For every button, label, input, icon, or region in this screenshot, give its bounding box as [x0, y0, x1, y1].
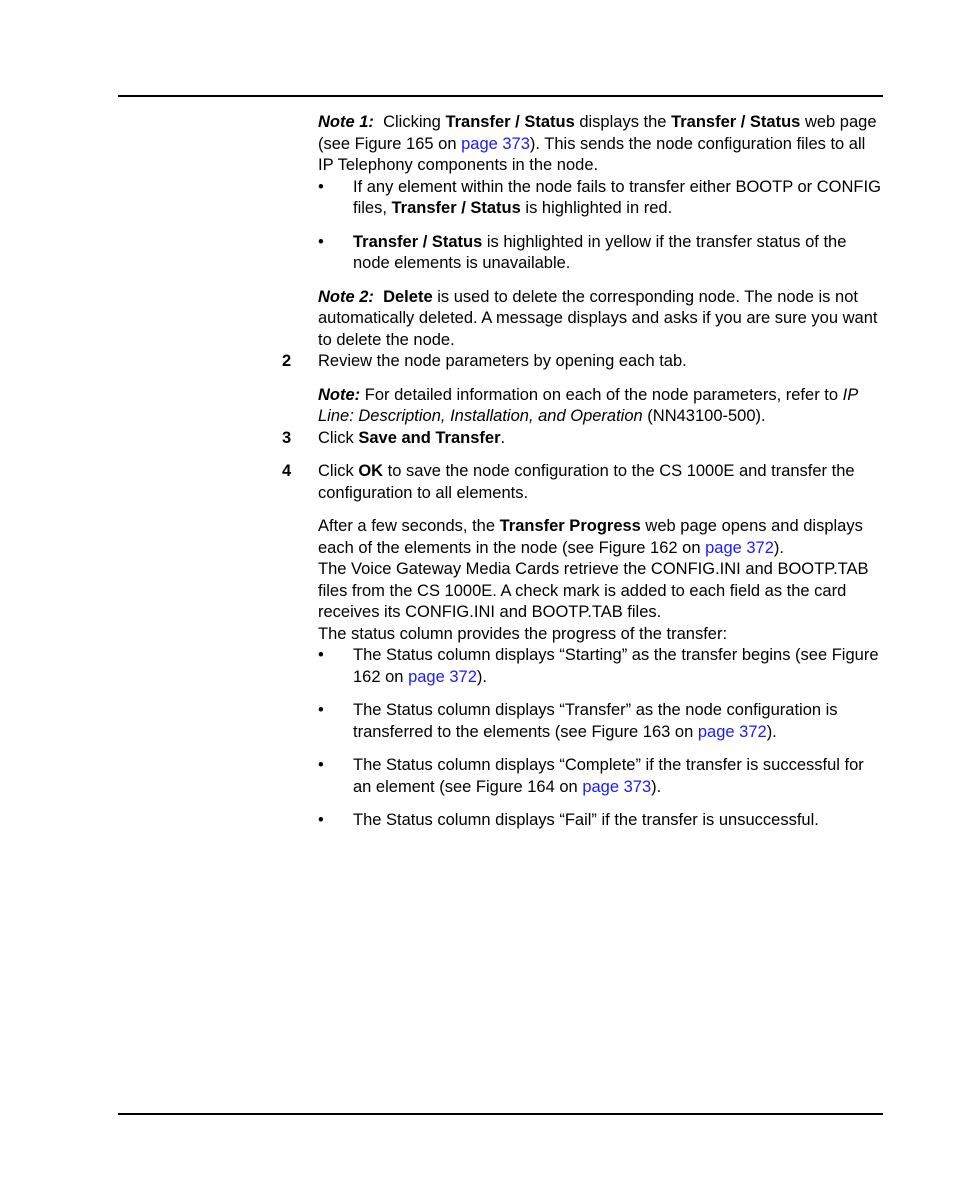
note-1: Note 1: Clicking Transfer / Status displays the Transfer / Status web page (see Figure 165 on page 373). This sends the node configuration files to all IP Telephony components in the node. [318, 113, 877, 174]
paragraph-transfer-progress: After a few seconds, the Transfer Progress web page opens and displays each of the elements in the node (see Figure 162 on page 372). [318, 517, 863, 557]
list-item: • The Status column displays “Complete” if the transfer is successful for an element (see Figure 164 on page 373). [318, 756, 864, 796]
step-number: 3 [282, 428, 292, 447]
list-item: • The Status column displays “Fail” if the transfer is unsuccessful. [318, 810, 884, 832]
step-number: 4 [282, 462, 292, 480]
list-item: • The Status column displays “Transfer” as the node configuration is transferred to the elements (see Figure 163 on page 372). [318, 701, 838, 741]
bullet-icon: • [318, 177, 324, 196]
bullet-icon: • [318, 232, 324, 251]
bullet-icon: • [318, 811, 324, 829]
page-content [282, 112, 884, 844]
page-link-373[interactable]: page 373 [582, 777, 652, 796]
list-item: • If any element within the node fails to transfer either BOOTP or CONFIG files, Transfer / Status is highlighted in red. [318, 177, 881, 217]
page-link-372[interactable]: page 372 [408, 667, 477, 686]
bullet-icon: • [318, 701, 324, 719]
page-link-372[interactable]: page 372 [705, 538, 774, 557]
step-2: 2 Review the node parameters by opening each tab. [318, 351, 884, 373]
bullet-icon: • [318, 646, 324, 664]
paragraph-media-cards: The Voice Gateway Media Cards retrieve the CONFIG.INI and BOOTP.TAB files from the CS 1000E. A check mark is added to each field as the card receives its CONFIG.INI and BOOTP.TAB files. [318, 560, 869, 621]
note-3: Note: For detailed information on each of the node parameters, refer to IP Line: Description, Installation, and Operation (NN43100-500). [318, 385, 858, 425]
step-number: 2 [282, 352, 292, 370]
footer-rule [118, 1113, 883, 1115]
step-4: 4 Click OK to save the node configuration to the CS 1000E and transfer the configuration to all elements. [282, 462, 855, 502]
header-rule [118, 95, 883, 97]
step-3: 3 Click Save and Transfer. [318, 428, 884, 450]
list-item: • Transfer / Status is highlighted in yellow if the transfer status of the node elements is unavailable. [318, 232, 847, 272]
page-link-372[interactable]: page 372 [697, 722, 767, 741]
list-item: • The Status column displays “Starting” as the transfer begins (see Figure 162 on page 372). [318, 646, 879, 686]
paragraph-status-column: The status column provides the progress of the transfer: [318, 624, 728, 643]
note-2: Note 2: Delete is used to delete the corresponding node. The node is not automatically deleted. A message displays and asks if you are sure you want to delete the node. [318, 287, 878, 349]
page-link-373[interactable]: page 373 [461, 134, 530, 153]
bullet-icon: • [318, 756, 324, 774]
